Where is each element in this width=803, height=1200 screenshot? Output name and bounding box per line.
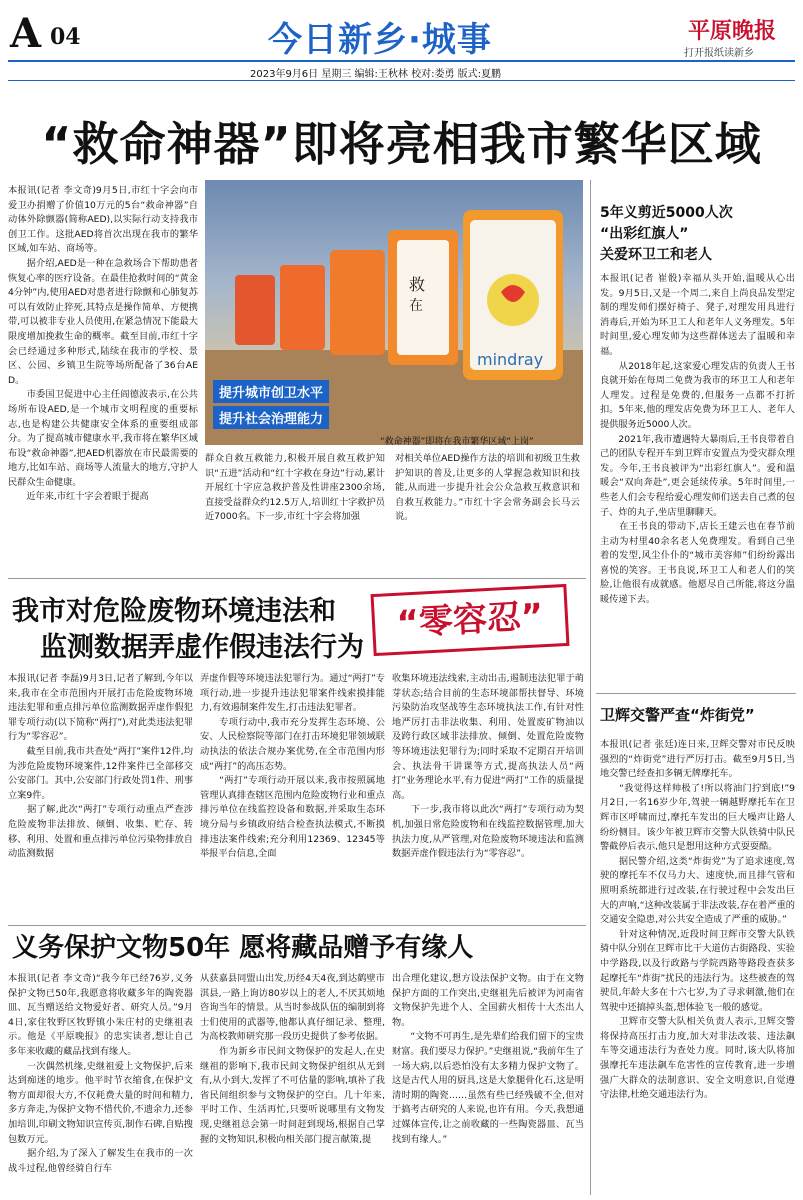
photo-banner-2: 提升社会治理能力 xyxy=(213,406,329,429)
zero-tolerance-stamp: “零容忍” xyxy=(371,584,570,656)
page-letter: A xyxy=(10,10,42,57)
section-title: 今日新乡·城事 xyxy=(268,20,492,60)
svg-text:救: 救 xyxy=(409,275,426,294)
story2-headline-2: 监测数据弄虚作假违法行为 xyxy=(40,632,364,663)
dateline: 2023年9月6日 星期三 编辑:王秋林 校对:娄勇 版式:夏鹏 xyxy=(250,69,501,80)
page-number: 04 xyxy=(50,24,81,50)
svg-text:在: 在 xyxy=(409,298,423,314)
photo-brand: mindray xyxy=(477,350,544,369)
story3-headline: 义务保护文物50年 愿将藏品赠予有缘人 xyxy=(12,933,474,963)
paper-slogan: 打开报纸读新乡 xyxy=(684,48,754,59)
aed-photo xyxy=(205,180,583,445)
side2-body: 本报讯(记者 张廷)连日来,卫辉交警对市民反映强烈的“炸街党”进行严厉打击。截至9月5日,当地交警已经查扣多辆无牌摩托车。 “我觉得这样帅极了!所以将油门拧到底!”9月2日,一名16岁少年,驾驶一辆越野摩托车在卫辉市区呼啸而过,摩托车发出的巨大噪声让路人纷纷侧目。该少年被卫辉市交警大队铁骑中队民警截停后表示,他只是想用这种方式耍耍酷。 据民警介绍,这类“炸街党”为了追求速度,驾驶的摩托车不仅马力大、速度快,而且排气管和照明系统都进行过改装,在行驶过程中会发出巨大的声响,“这种改装属于非法改装,存在着严重的交通安全隐患,对公共安全造成了严重的威胁。” 针对这种情况,近段时间卫辉市交警大队铁骑中队分别在卫辉市比干大道仿古街路段、实验中学路段,以及行政路与学院西路等路段查获多起摩托车“炸街”扰民的违法行为。这些被查的驾驶员,年龄大多在十六七岁,为了寻求刺激,他们在驾驶中还搞掉头盔,想体验飞一般的感觉。 卫辉市交警大队相关负责人表示,卫辉交警将保持高压打击力度,加大对非法改装、违法飙车等交通违法行为查处力度。同时,该大队将加强摩托车违法飙车危害性的宣传教育,进一步增强广大群众的法制意识、安全文明意识,自觉遵守法律,杜绝交通违法行为。 xyxy=(600,739,795,1101)
side1-title-1: 5年义剪近5000人次 xyxy=(600,205,733,221)
side1-title-3: 关爱环卫工和老人 xyxy=(600,247,712,263)
photo-caption: “救命神器”即将在我市繁华区域“上岗” xyxy=(380,437,534,447)
lead-column-1: 本报讯(记者 李文奇)9月5日,市红十字会向市爱卫办捐赠了价值10万元的5台“救命神器”自动体外除颤器(简称AED),以实际行动支持我市创卫工作。这批AED将首次出现在我市的繁华区域,如车站、商场等。 据介绍,AED是一种在急救场合下帮助患者恢复心率的医疗设备。在最佳抢救时间的“黄金4分钟”内,使用AED对患者进行除颤和心肺复苏可以有效防止猝死,其特点是操作简单、方便携带,可以被非专业人员使用,在紧急情况下能最大限度增加挽救生命的概率。截至目前,市红十字会已经通过多种形式,陆续在我市的学校、景区、公园、乡镇卫生院等场所配备了36台AED。 市委国卫促进中心主任阎德波表示,在公共场所布设AED,是一个城市文明程度的重要标志,也是构建公共健康安全体系的重要组成部分。为了提高城市健康水平,我市将在繁华区域布设“救命神器”,把AED机器放在市民最需要的地方,比如车站、商场等人流量大的地方,守护人民群众生命健康。 近年来,市红十字会着眼于提高 xyxy=(8,185,198,503)
story2-column-3: 收集环境违法线索,主动出击,遏制违法犯罪于萌芽状态;结合目前的生态环境部帮扶督导、环境污染防治攻坚战等生态环境执法工作,有针对性地严厉打击非法收集、利用、处置废矿物油以及跨行政区域非法排放、倾倒、处置危险废物等环境违法犯罪行为;同时采取不定期召开培训会、执法骨干讲课等方式,提高执法人员“两打”业务理论水平,有力促进“两打”工作的质量提高。 下一步,我市将以此次“两打”专项行动为契机,加强日常危险废物和在线监控数据管理,加大执法力度,从严管理,对危险废物环境违法和监测数据弄虚作假违法行为“零容忍”。 xyxy=(392,673,584,860)
story2-headline-1: 我市对危险废物环境违法和 xyxy=(12,596,336,627)
lead-column-2: 群众自救互救能力,积极开展自救互救护知识“五进”活动和“红十字救在身边”行动,累计开展红十字应急救护普及性讲座2300余场,直接受益群众约12.5万人,培训红十字救护员近7000名。下一步,市红十字会将加强 xyxy=(205,453,385,523)
lead-column-3: 对相关单位AED操作方法的培训和初级卫生救护知识的普及,让更多的人掌握急救知识和技能,从而进一步提升社会公众急救互救意识和自救互救能力。”市红十字会常务副会长马云说。 xyxy=(395,453,580,523)
story3-column-3: 出合理化建议,想方设法保护文物。由于在文物保护方面的工作突出,史继祖先后被评为河南省文物保护先进个人、全国薪火相传十大杰出人物。 “文物不可再生,是先辈们给我们留下的宝贵财富。我们要尽力保护。”史继祖说,“我前年生了一场大病,以后恐怕没有太多精力保护文物了。这是古代人用的厨具,这是大象腿骨化石,这是明清时期的陶瓷……虽然有些已经残破不全,但对于搞考古研究的人来说,也许有用。今天,我想通过媒体宣传,让之前收藏的一些陶瓷器皿、瓦当找到有缘人。” xyxy=(392,973,584,1145)
story3-column-2: 从获嘉县同盟山出发,历经4天4夜,到达鹤壁市淇县,一路上询访80岁以上的老人,不厌其烦地咨询当年的情景。从当时参战队伍的编制到将士们使用的武器等,他都认真仔细记录、整理,为高校教师研究那一段历史提供了参考依据。 作为新乡市民间文物保护的发起人,在史继祖的影响下,我市民间文物保护组织从无到有,从小到大,发挥了不可估量的影响,填补了我省民间组织参与文物保护的空白。几十年来,平时工作、生活再忙,只要听说哪里有文物发现,史继祖总会第一时间赶到现场,根据自己掌握的文物知识,积极向相关部门提言献策,提 xyxy=(200,973,385,1145)
photo-banner-1: 提升城市创卫水平 xyxy=(213,380,329,403)
masthead-rule xyxy=(8,60,795,62)
dateline-rule xyxy=(8,80,795,81)
story2-top-rule xyxy=(8,578,586,579)
lead-headline: “救命神器”即将亮相我市繁华区域 xyxy=(41,117,762,171)
paper-logo: 平原晚报 xyxy=(688,18,777,44)
side1-title-2: “出彩红旗人” xyxy=(600,226,689,242)
side1-body: 本报讯(记者 崔骰)幸福从头开始,温暖从心出发。9月5日,又是一个周二,来自上尚良品发型定制的理发师们摆好椅子、凳子,对理发用具进行消毒后,开始为环卫工人和老年人义务理发。5年时间里,爱心理发师为这些群体送去了温暖和幸福。 从2018年起,这家爱心理发店的负责人王书良就开始在每周二免费为我市的环卫工人和老年人理发。过程是免费的,但服务一点都不打折扣。5年来,他的理发店免费为环卫工人、老年人提供服务近5000人次。 2021年,我市遭遇特大暴雨后,王书良带着自己的团队专程开车到卫辉市安置点为受灾群众理发。今年,王书良被评为“出彩红旗人”。爱和温暖会“双向奔赴”,更会延续传承。5年时间里,一些老人们会专程给爱心理发师们送去自己煮的包子、炸的丸子,坐店里聊聊天。 在王书良的带动下,店长王建云也在春节前主动为村里40余名老人免费理发。看到自己坐着的发型,风尘仆仆的“城市美容师”们纷纷露出喜悦的笑容。王书良说,环卫工人和老人们的笑脸,让他很有成就感。他愿尽自己所能,将这分温暖传递下去。 xyxy=(600,273,795,606)
story3-top-rule xyxy=(8,925,586,926)
story3-column-1: 本报讯(记者 李文奇)“我今年已经76岁,义务保护文物已50年,我愿意将收藏多年的陶瓷器皿、瓦当赠送给文物爱好者、研究人员。”9月4日,家住牧野区牧野镇小朱庄村的史继祖表示。他是《平原晚报》的忠实读者,想让自己多年来收藏的藏品找到有缘人。 一次偶然机缘,史继祖爱上文物保护,后来达到痴迷的地步。他平时节衣缩食,在保护文物方面却很大方,不仅耗费大量的时间和精力,多方奔走,为保护文物不惜代价,不遗余力,还参加培训,印刷文物知识宣传页,制作石碑,自贴搜包数万元。 据介绍,为了深入了解发生在我市的一次战斗过程,他曾经骑自行车 xyxy=(8,973,193,1174)
side2-top-rule xyxy=(596,693,796,694)
side2-title: 卫辉交警严查“炸街党” xyxy=(600,706,755,724)
side-divider xyxy=(590,180,591,1195)
story2-column-2: 弄虚作假等环境违法犯罪行为。通过“两打”专项行动,进一步提升违法犯罪案件线索摸排能力,有效遏制案件发生,打击违法犯罪者。 专项行动中,我市充分发挥生态环境、公安、人民检察院等部门在打击环境犯罪领域联动执法的依法合规办案优势,在全市范围内形成“两打”的高压态势。 “两打”专项行动开展以来,我市按照属地管理认真排查辖区范围内危险废物行业和重点排污单位在线监控设备和数据,并采取生态环境分局与乡镇政府结合检查执法模式,不断摸排违法案件线索;充分利用12369、12345等举报平台信息,全面 xyxy=(200,673,385,860)
story2-column-1: 本报讯(记者 李磊)9月3日,记者了解到,今年以来,我市在全市范围内开展打击危险废物环境违法犯罪和重点排污单位监测数据弄虚作假犯罪专项行动(以下简称“两打”),对此类违法犯罪行为“零容忍”。 截至目前,我市共查处“两打”案件12件,均为涉危险废物环境案件,12件案件已全部移交公安部门。其中,公安部门行政处罚1件、刑事立案9件。 据了解,此次“两打”专项行动重点严查涉危险废物非法排放、倾倒、收集、贮存、转移、利用、处置和重点排污单位污染物排放自动监测数据 xyxy=(8,673,193,860)
